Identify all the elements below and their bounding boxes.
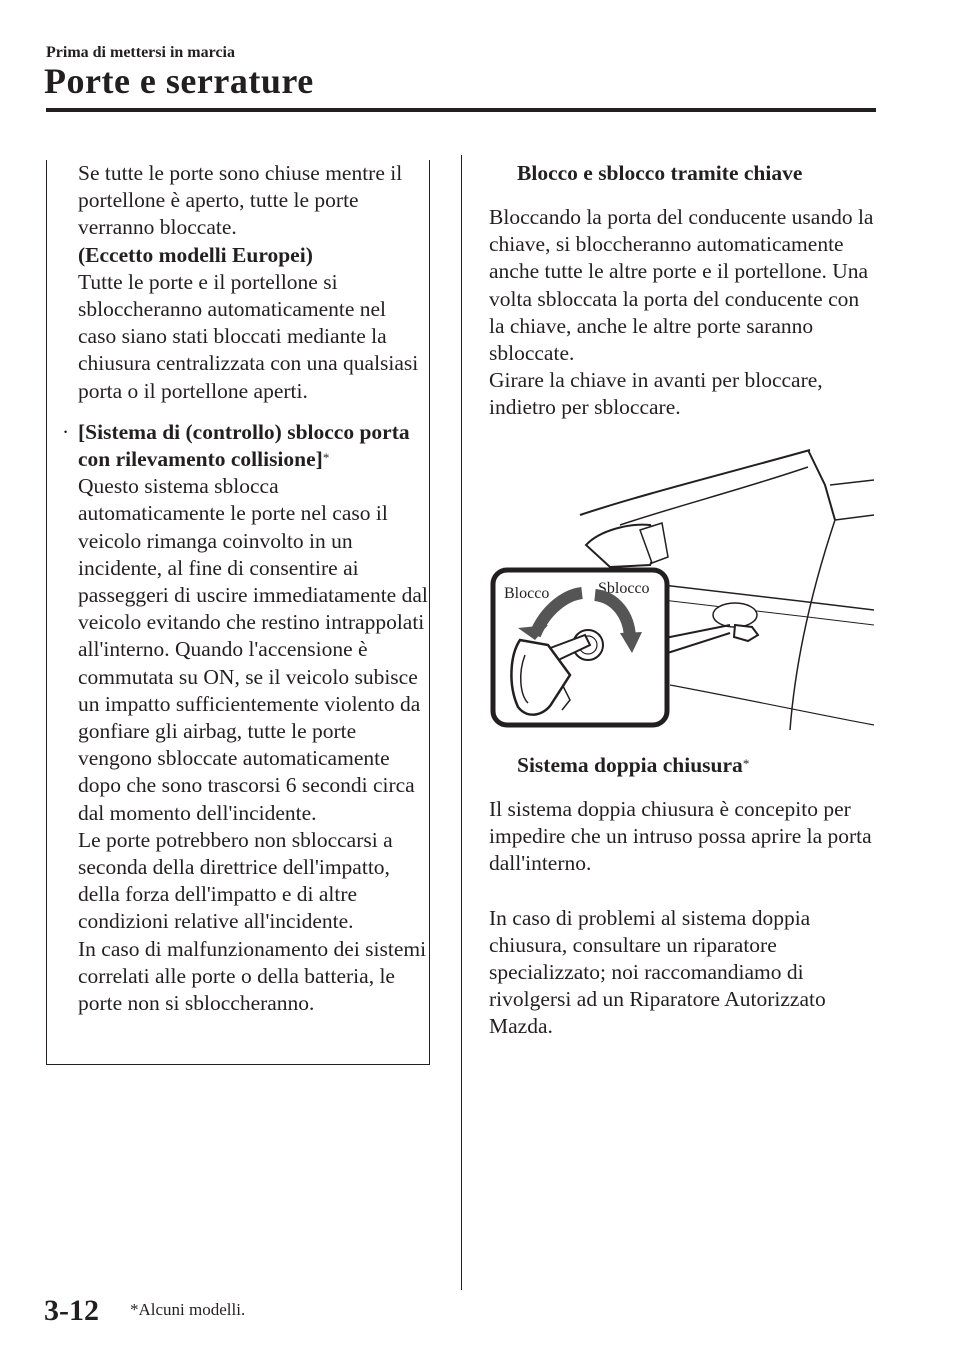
asterisk-mark: * (322, 450, 330, 466)
left-column (62, 160, 428, 1017)
label-sblocco: Sblocco (598, 580, 650, 597)
left-para-5: In caso di malfunzionamento dei sistemi correlati alle porte o della batteria, le porte non si sbloccheranno. (78, 936, 427, 1016)
right-para-2: Girare la chiave in avanti per bloccare, indietro per sbloccare. (489, 368, 823, 420)
right-text-top (489, 204, 879, 422)
heading-doppia-chiusura: Sistema doppia chiusura (517, 753, 743, 777)
bullet: · (62, 419, 70, 444)
heading-blocco-sblocco: Blocco e sblocco tramite chiave (517, 161, 803, 185)
asterisk-mark: * (742, 756, 750, 771)
label-blocco: Blocco (504, 585, 550, 602)
heading-doppia-chiusura-line (489, 752, 879, 779)
right-text-bottom (489, 796, 879, 1041)
left-para-3: Questo sistema sblocca automaticamente le porte nel caso il veicolo rimanga coinvolto in un incidente, al fine di consentire ai passeggeri di uscire immediatamente dal veicolo evitando che restino intrappolati all'interno. Quando l'accensione è commutata su ON, se il veicolo subisce un impatto sufficientemente violento da gonfiare gli airbag, tutte le porte vengono sbloccate automaticamente dopo che sono trascorsi 6 secondi circa dal momento dell'incidente. (78, 474, 428, 825)
section-label: Prima di mettersi in marcia (46, 44, 235, 61)
footnote: *Alcuni modelli. (130, 1300, 246, 1319)
column-divider (461, 155, 462, 1290)
right-para-4: In caso di problemi al sistema doppia chiusura, consultare un riparatore specializzato; noi raccomandiamo di rivolgersi ad un Riparatore Autorizzato Mazda. (489, 905, 826, 1039)
left-para-1: Se tutte le porte sono chiuse mentre il portellone è aperto, tutte le porte verranno bloccate. (78, 161, 403, 240)
right-para-1: Bloccando la porta del conducente usando la chiave, si bloccheranno automaticamente anche tutte le altre porte e il portellone. Una volta sbloccata la porta del conducente con la chiave, anche le altre porte saranno sbloccate. (489, 205, 874, 366)
page-number: 3-12 (44, 1294, 99, 1327)
page-title: Porte e serrature (44, 61, 314, 101)
right-para-3: Il sistema doppia chiusura è concepito per impedire che un intruso possa aprire la porta dall'interno. (489, 797, 872, 876)
title-rule (46, 108, 876, 112)
eccetto-heading: (Eccetto modelli Europei) (78, 242, 313, 267)
left-para-4: Le porte potrebbero non sbloccarsi a seconda della direttrice dell'impatto, della forza dell'impatto e di altre condizioni relative all'incidente. (78, 827, 393, 934)
left-para-2: Tutte le porte e il portellone si sbloccheranno automaticamente nel caso siano stati bloccati mediante la chiusura centralizzata con una qualsiasi porta o il portellone aperti. (78, 269, 419, 403)
key-lock-illustration (490, 445, 874, 730)
system-heading: [Sistema di (controllo) sblocco porta con rilevamento collisione] (78, 419, 410, 472)
system-heading-line (62, 419, 428, 473)
